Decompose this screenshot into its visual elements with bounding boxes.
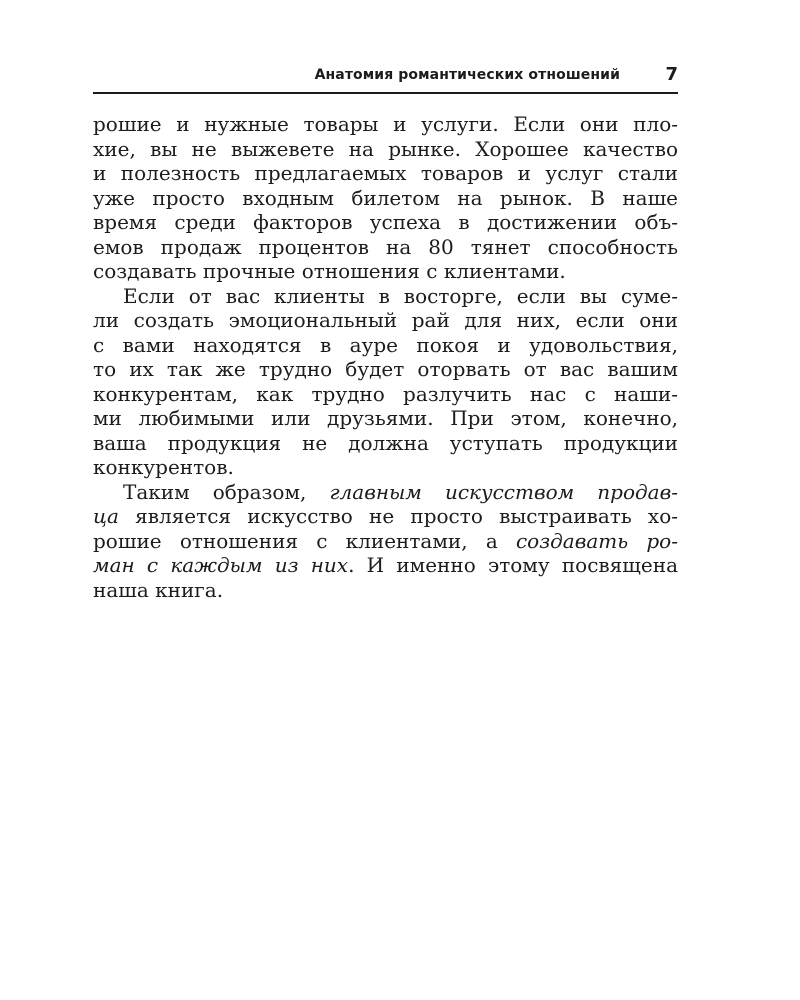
text-line: и полезность предлагаемых товаров и услуг стали bbox=[93, 161, 678, 185]
paragraph-1 bbox=[93, 112, 678, 284]
text-line: конкурентам, как трудно разлучить нас с наши- bbox=[93, 381, 678, 406]
text-run: рошие отношения с клиентами, а bbox=[93, 528, 516, 553]
running-header bbox=[93, 64, 678, 94]
page-number: 7 bbox=[665, 64, 678, 85]
text-line: уже просто входным билетом на рынок. В наше bbox=[93, 185, 678, 210]
text-line: Если от вас клиенты в восторге, если вы суме- bbox=[123, 283, 678, 308]
body-text bbox=[93, 112, 678, 602]
text-run: является искусство не просто выстраивать хо- bbox=[118, 504, 678, 528]
text-line: ми любимыми или друзьями. При этом, конечно, bbox=[93, 406, 678, 430]
text-line: время среди факторов успеха в достижении объ- bbox=[93, 210, 678, 234]
text-line bbox=[93, 529, 678, 554]
text-run: Таким образом, bbox=[123, 479, 330, 504]
text-line: рошие и нужные товары и услуги. Если они пло- bbox=[93, 112, 678, 136]
text-run: . И именно этому посвящена bbox=[348, 553, 678, 577]
text-line bbox=[93, 480, 678, 505]
text-line: с вами находятся в ауре покоя и удовольствия, bbox=[93, 332, 678, 357]
text-line: хие, вы не выжевете на рынке. Хорошее качество bbox=[93, 136, 678, 161]
text-line: наша книга. bbox=[93, 577, 224, 602]
text-line: ли создать эмоциональный рай для них, если они bbox=[93, 308, 678, 332]
text-line: конкурентов. bbox=[93, 455, 234, 479]
italic-phrase: ман с каждым из них bbox=[93, 553, 349, 577]
text-line: создавать прочные отношения с клиентами. bbox=[93, 259, 566, 283]
text-line: то их так же трудно будет оторвать от вас вашим bbox=[93, 357, 678, 381]
italic-phrase: ца bbox=[93, 504, 119, 528]
text-line bbox=[93, 553, 678, 578]
paragraph-2 bbox=[93, 284, 678, 480]
italic-phrase: создавать ро- bbox=[515, 528, 678, 553]
text-line: емов продаж процентов на 80 тянет способность bbox=[93, 234, 678, 259]
italic-phrase: главным искусством продав- bbox=[329, 479, 678, 504]
text-line: ваша продукция не должна уступать продукции bbox=[93, 430, 678, 455]
text-line bbox=[93, 504, 678, 529]
paragraph-3 bbox=[93, 480, 678, 603]
running-title: Анатомия романтических отношений bbox=[314, 67, 620, 83]
